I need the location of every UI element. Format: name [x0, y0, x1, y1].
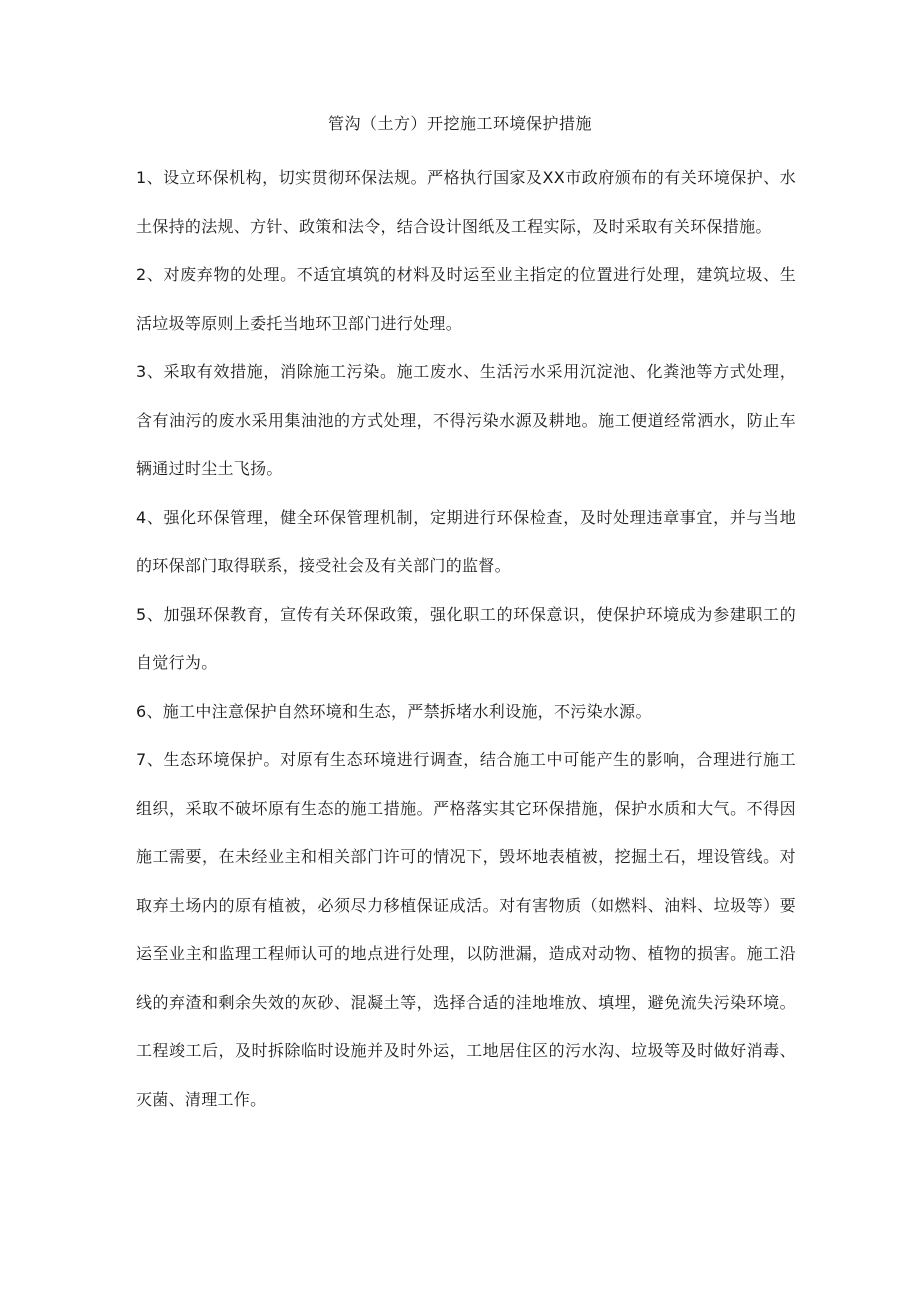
paragraph-6: 6、施工中注意保护自然环境和生态，严禁拆堵水利设施，不污染水源。	[136, 701, 652, 721]
document-title: 管沟（土方）开挖施工环境保护措施	[327, 114, 592, 133]
paragraph-1: 1、设立环保机构，切实贯彻环保法规。严格执行国家及XX市政府颁布的有关环境保护、水土保持的法规、方针、政策和法令，结合设计图纸及工程实际，及时采取有关环保措施。	[136, 168, 796, 236]
paragraph-4: 4、强化环保管理，健全环保管理机制，定期进行环保检查，及时处理违章事宜，并与当地的环保部门取得联系，接受社会及有关部门的监督。	[136, 507, 796, 575]
paragraph-7: 7、生态环境保护。对原有生态环境进行调查，结合施工中可能产生的影响，合理进行施工组织，采取不破坏原有生态的施工措施。严格落实其它环保措施，保护水质和大气。不得因施工需要，在未经业主和相关部门许可的情况下，毁坏地表植被，挖掘土石，埋设管线。对取弃土场内的原有植被，必须尽力移植保证成活。对有害物质（如燃料、油料、垃圾等）要运至业主和监理工程师认可的地点进行处理，以防泄漏，造成对动物、植物的损害。施工沿线的弃渣和剩余失效的灰砂、混凝土等，选择合适的洼地堆放、填埋，避免流失污染环境。工程竣工后，及时拆除临时设施并及时外运，工地居住区的污水沟、垃圾等及时做好消毒、灭菌、清理工作。	[136, 750, 796, 1109]
document-body	[136, 154, 796, 1124]
paragraph-5: 5、加强环保教育，宣传有关环保政策，强化职工的环保意识，使保护环境成为参建职工的自觉行为。	[136, 604, 796, 672]
paragraph-2: 2、对废弃物的处理。不适宜填筑的材料及时运至业主指定的位置进行处理，建筑垃圾、生活垃圾等原则上委托当地环卫部门进行处理。	[136, 265, 796, 333]
paragraph-3: 3、采取有效措施，消除施工污染。施工废水、生活污水采用沉淀池、化粪池等方式处理，含有油污的废水采用集油池的方式处理，不得污染水源及耕地。施工便道经常洒水，防止车辆通过时尘土飞扬。	[136, 362, 796, 478]
